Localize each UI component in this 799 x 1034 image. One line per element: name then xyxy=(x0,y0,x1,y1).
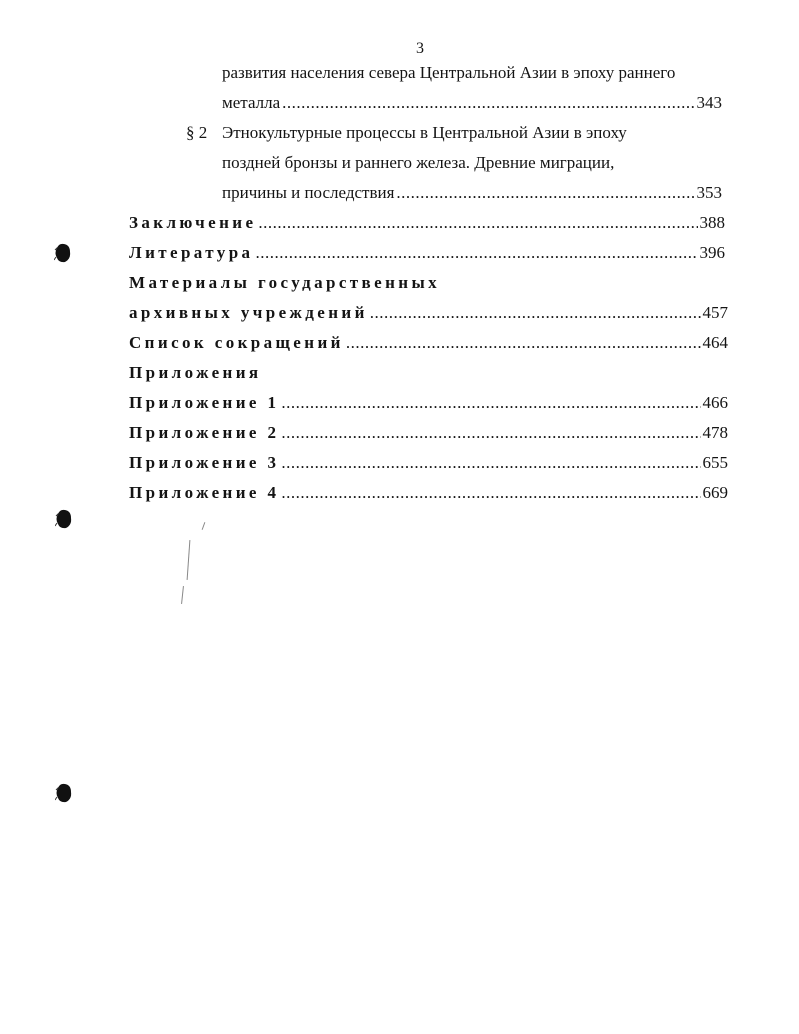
toc-page-number: 669 xyxy=(702,483,728,502)
leader-dots xyxy=(282,92,694,114)
pencil-mark xyxy=(187,540,191,580)
toc-entry xyxy=(129,482,728,504)
toc-entry-text: развития населения севера Центральной Азии в эпоху раннего xyxy=(222,63,676,82)
toc-entry-text: металла xyxy=(222,93,281,112)
toc-entry-text: Приложение 4 xyxy=(129,483,280,502)
toc-entry-line xyxy=(222,62,675,84)
toc-entry xyxy=(129,302,728,324)
toc-entry xyxy=(129,242,725,264)
section-marker: § 2 xyxy=(186,123,208,142)
toc-entry xyxy=(222,182,722,204)
toc-page-number: 478 xyxy=(702,423,728,442)
toc-page-number: 343 xyxy=(696,93,722,112)
toc-entry-text: Список сокращений xyxy=(129,333,344,352)
toc-entry-text: Приложение 1 xyxy=(129,393,280,412)
leader-dots xyxy=(281,392,700,414)
toc-entry-line xyxy=(129,272,440,294)
leader-dots xyxy=(281,452,700,474)
toc-entry-text: причины и последствия xyxy=(222,183,395,202)
toc-entry xyxy=(129,422,728,444)
toc-entry-text: архивных учреждений xyxy=(129,303,368,322)
toc-page-number: 388 xyxy=(699,213,725,232)
page-number: 3 xyxy=(416,40,424,57)
toc-page-number: 464 xyxy=(702,333,728,352)
toc-entry xyxy=(222,92,722,114)
toc-entry-line xyxy=(222,122,627,144)
punch-hole-icon xyxy=(55,508,73,530)
toc-entry xyxy=(129,212,725,234)
leader-dots xyxy=(258,212,697,234)
leader-dots xyxy=(346,332,701,354)
toc-entry-text: Приложения xyxy=(129,363,262,382)
toc-entry-text: Заключение xyxy=(129,213,257,232)
toc-page-number: 655 xyxy=(702,453,728,472)
toc-entry-text: Материалы государственных xyxy=(129,273,441,292)
leader-dots xyxy=(281,482,700,504)
toc-page-number: 396 xyxy=(699,243,725,262)
leader-dots xyxy=(370,302,701,324)
toc-entry xyxy=(129,332,728,354)
toc-entry-text: Приложение 3 xyxy=(129,453,280,472)
toc-page-number: 457 xyxy=(702,303,728,322)
toc-entry-text: Литература xyxy=(129,243,254,262)
pencil-mark xyxy=(181,586,184,604)
toc-entry-text: Приложение 2 xyxy=(129,423,280,442)
toc-entry xyxy=(129,392,728,414)
leader-dots xyxy=(281,422,700,444)
toc-page-number: 466 xyxy=(702,393,728,412)
punch-hole-icon xyxy=(55,782,73,804)
leader-dots xyxy=(396,182,694,204)
leader-dots xyxy=(255,242,697,264)
pencil-mark xyxy=(202,522,206,530)
toc-entry-text: поздней бронзы и раннего железа. Древние миграции, xyxy=(222,153,615,172)
toc-entry-line xyxy=(129,362,262,384)
toc-entry-text: Этнокультурные процессы в Центральной Азии в эпоху xyxy=(222,123,627,142)
toc-page-number: 353 xyxy=(696,183,722,202)
punch-hole-icon xyxy=(54,242,72,264)
toc-entry-line xyxy=(222,152,614,174)
toc-entry xyxy=(129,452,728,474)
